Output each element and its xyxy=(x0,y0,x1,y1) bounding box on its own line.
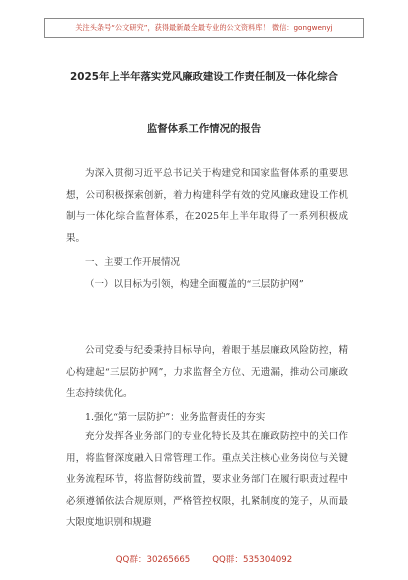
footer-contact xyxy=(0,553,408,565)
header-banner xyxy=(44,18,364,38)
document-title-line-1: 2025年上半年落实党风廉政建设工作责任制及一体化综合 xyxy=(70,71,338,83)
subsection-1-heading: （一）以目标为引领，构建全面覆盖的“三层防护网” xyxy=(85,279,304,290)
document-title-line-2: 监督体系工作情况的报告 xyxy=(146,123,262,135)
section-1-heading: 一、主要工作开展情况 xyxy=(85,257,181,268)
footer-qq-group-1: QQ群：30265665 xyxy=(115,555,191,565)
point-1-paragraph: 充分发挥各业务部门的专业化特长及其在廉政防控中的关口作用，将监督深度融入日常管理工作。重点关注核心业务岗位与关键业务流程环节，将监督防线前置，要求业务部门在履行职责过程中必须遵循依法合规原则，严格管控权限，扎紧制度的笼子，从而最大限度地识别和规避 xyxy=(66,431,348,528)
point-1-heading: 1.强化“第一层防护”：业务监督责任的夯实 xyxy=(85,412,266,423)
intro-paragraph: 为深入贯彻习近平总书记关于构建党和国家监督体系的重要思想，公司积极探索创新，着力构建科学有效的党风廉政建设工作机制与一体化综合监督体系，在2025年上半年取得了一系列积极成果。 xyxy=(66,168,348,244)
header-banner-text: 关注头条号“公文研究”，获得最新最全最专业的公文资料库！ 微信：gongwenyj xyxy=(75,23,333,32)
subsection-1-paragraph: 公司党委与纪委秉持目标导向，着眼于基层廉政风险防控，精心构建起“三层防护网”，力求监督全方位、无遗漏，推动公司廉政生态持续优化。 xyxy=(66,345,348,399)
footer-qq-group-2: QQ群：535304092 xyxy=(212,555,293,565)
